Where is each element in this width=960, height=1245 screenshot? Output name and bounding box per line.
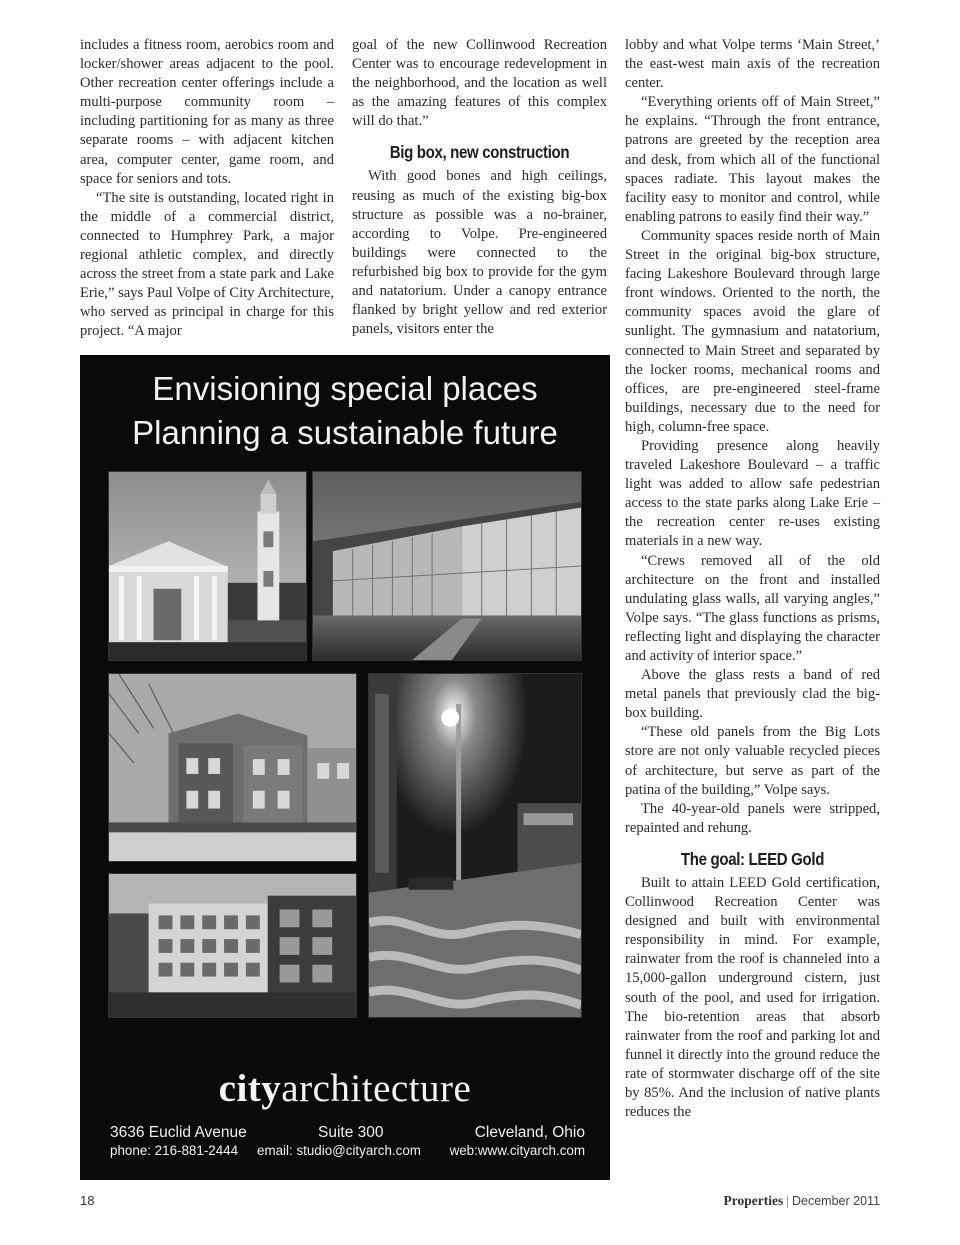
publication-name: Properties — [723, 1193, 784, 1208]
issue-date: December 2011 — [791, 1194, 880, 1208]
church-tower-photo — [108, 471, 307, 661]
article-column-3 — [625, 36, 880, 1122]
ad-address: 3636 Euclid Avenue — [110, 1124, 247, 1141]
paragraph: Community spaces reside north of Main Street in the original big-box structure, facing Lakeshore Boulevard through large front windows. Oriented to the north, the community spaces avoid the glare of sunlight. The gymnasium and natatorium, connected to Main Street and separated by the locker rooms, mechanical rooms and offices, are pre-engineered steel-frame buildings, necessary due to the need for high, column-free space. — [625, 227, 880, 435]
paragraph: Built to attain LEED Gold certification, Collinwood Recreation Center was designed and built with environmental responsibility in mind. For example, rainwater from the roof is channeled into a 15,000-gallon underground cistern, just south of the pool, and used for irrigation. The bio-retention areas that absorb rainwater from the roof and parking lot and funnel it directly into the ground reduce the rate of stormwater discharge off of the site by 85%. And the inclusion of native plants reduces the — [625, 874, 880, 1121]
section-heading-big-box: Big box, new construction — [389, 142, 570, 163]
ad-headline: Envisioning special places — [152, 370, 538, 407]
paragraph: “Everything orients off of Main Street,” he explains. “Through the front entrance, patrons are greeted by the reception area and desk, from which all of the functional spaces radiate. This layout makes the facility easy to monitor and control, while enabling patrons to easily find their way.” — [625, 94, 880, 225]
paragraph: “The site is outstanding, located right in the middle of a commercial district, connected to Humphrey Park, a major regional athletic complex, and directly across the street from a state park and Lake Erie,” says Paul Volpe of City Architecture, who served as principal in charge for this project. “A major — [80, 189, 334, 340]
paragraph: goal of the new Collinwood Recreation Center was to encourage redevelopment in the neighborhood, and the location as well as the amazing features of this complex will do that.” — [352, 37, 607, 130]
paragraph: lobby and what Volpe terms ‘Main Street,’ the east-west main axis of the recreation center. — [625, 37, 880, 92]
cityarchitecture-logo: cityarchitecture — [218, 1067, 472, 1110]
ad-headline: Planning a sustainable future — [132, 414, 558, 451]
ad-web: web:www.cityarch.com — [449, 1143, 585, 1158]
advertisement — [80, 355, 610, 1180]
paragraph: “These old panels from the Big Lots store are not only valuable recycled pieces of architecture, but serve as part of the patina of the building,” Volpe says. — [625, 724, 880, 798]
paragraph: Above the glass rests a band of red metal panels that previously clad the big-box building. — [625, 667, 880, 722]
page-number: 18 — [80, 1193, 95, 1208]
ad-email: email: studio@cityarch.com — [257, 1143, 421, 1158]
night-street-photo — [368, 673, 582, 1018]
recreation-center-photo — [312, 471, 582, 661]
ad-suite: Suite 300 — [318, 1124, 384, 1141]
commercial-buildings-photo — [108, 873, 357, 1018]
paragraph: With good bones and high ceilings, reusing as much of the existing big-box structure as possible was a no-brainer, according to Volpe. Pre-engineered buildings were connected to the refurbished big box to provide for the gym and natatorium. Under a canopy entrance flanked by bright yellow and red exterior panels, visitors enter the — [352, 168, 607, 338]
section-heading-leed: The goal: LEED Gold — [680, 848, 825, 869]
ad-phone: phone: 216-881-2444 — [110, 1143, 239, 1158]
ad-city: Cleveland, Ohio — [474, 1124, 585, 1141]
article-column-1 — [80, 36, 334, 342]
article-column-2 — [352, 36, 607, 339]
separator: | — [786, 1193, 789, 1208]
paragraph: The 40-year-old panels were stripped, repainted and rehung. — [625, 800, 880, 836]
townhouses-photo — [108, 673, 357, 862]
paragraph: includes a fitness room, aerobics room and locker/shower areas adjacent to the pool. Other recreation center offerings include a multi-purpose community room – including partitioning for as many as three separate rooms – with adjacent kitchen area, computer center, game room, and space for seniors and tots. — [80, 37, 334, 187]
footer-publication — [724, 1193, 880, 1209]
paragraph: “Crews removed all of the old architecture on the front and installed undulating glass walls, all varying angles,” Volpe says. “The glass functions as prisms, reflecting light and displaying the character and activity of interior space.” — [625, 552, 880, 664]
paragraph: Providing presence along heavily traveled Lakeshore Boulevard – a traffic light was added to allow safe pedestrian access to the state parks along Lake Erie – the recreation center re-uses existing materials in a new way. — [625, 437, 880, 550]
